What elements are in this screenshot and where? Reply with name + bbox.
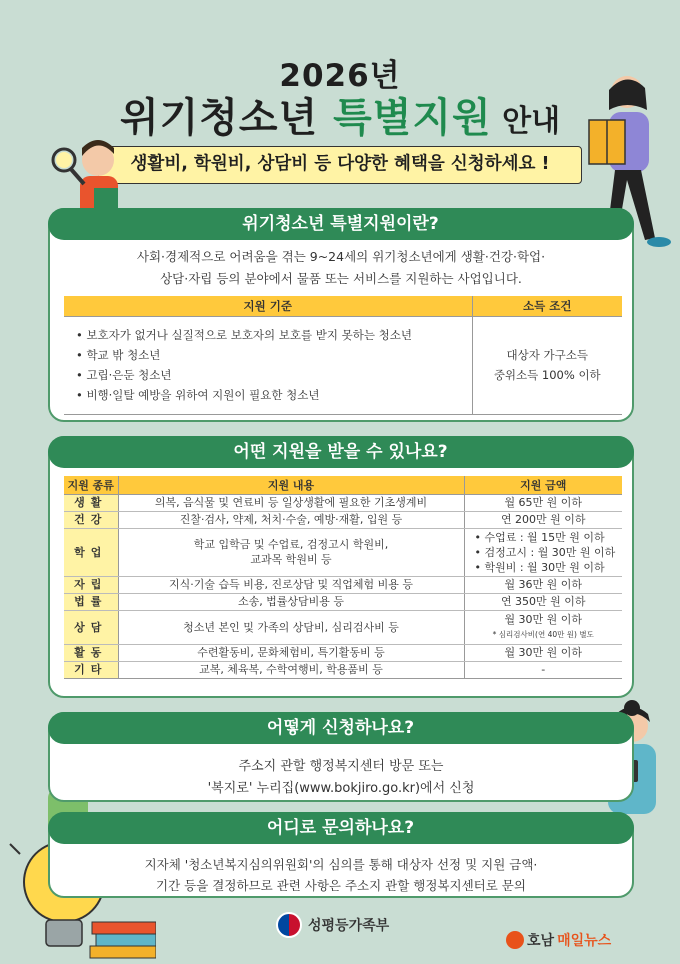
income-condition [472, 316, 622, 414]
amount-item: • 검정고시 : 월 30만 원 이하 [474, 545, 616, 559]
content-cell: 의복, 음식물 및 연료비 등 일상생활에 필요한 기초생계비 [118, 494, 464, 511]
criteria-item: • 비행·일탈 예방을 위하여 지원이 필요한 청소년 [76, 388, 320, 402]
criteria-item: • 학교 밖 청소년 [76, 348, 161, 362]
news-watermark [506, 930, 611, 950]
section-inquiry-heading: 어디로 문의하나요? [48, 812, 634, 844]
news-logo-icon [506, 931, 524, 949]
amount-cell: 월 30만 원 이하 [464, 644, 622, 661]
income-line-2: 중위소득 100% 이하 [493, 368, 601, 382]
amount-header: 지원 금액 [464, 476, 622, 494]
type-cell: 생활 [64, 494, 118, 511]
watermark-part1: 호남 [527, 933, 555, 949]
title-highlight: 특별지원 [333, 95, 492, 141]
table-row [64, 528, 622, 576]
amount-item: • 수업료 : 월 15만 원 이하 [474, 530, 605, 544]
inquiry-line-1: 지자체 '청소년복지심의위원회'의 심의를 통해 대상자 선정 및 지원 금액· [144, 857, 538, 872]
section-about [48, 208, 634, 422]
ministry-logo [276, 912, 389, 938]
table-row [64, 511, 622, 528]
type-cell: 기타 [64, 661, 118, 678]
criteria-list [64, 316, 472, 414]
apply-line-1: 주소지 관할 행정복지센터 방문 또는 [238, 759, 444, 774]
table-row [64, 644, 622, 661]
content-header: 지원 내용 [118, 476, 464, 494]
amount-cell [464, 528, 622, 576]
amount-cell [464, 610, 622, 644]
watermark-part2: 매일뉴스 [557, 933, 612, 949]
table-row [64, 661, 622, 678]
apply-line-2: '복지로' 누리집(www.bokjiro.go.kr)에서 신청 [207, 781, 475, 796]
section-inquiry [48, 812, 634, 898]
taegeuk-icon [276, 912, 302, 938]
intro-line-2: 상담·자립 등의 분야에서 물품 또는 서비스를 지원하는 사업입니다. [160, 271, 522, 286]
title-year: 2026년 [279, 58, 401, 94]
amount-cell: 연 200만 원 이하 [464, 511, 622, 528]
amount-note: * 심리검사비(연 40만 원) 별도 [492, 630, 594, 639]
table-row [64, 576, 622, 593]
type-cell: 활동 [64, 644, 118, 661]
criteria-item: • 고립·은둔 청소년 [76, 368, 172, 382]
section-apply [48, 712, 634, 802]
title-part2: 안내 [491, 104, 561, 139]
income-header: 소득 조건 [472, 296, 622, 316]
type-cell: 건강 [64, 511, 118, 528]
content-line: 학교 입학금 및 수업료, 검정고시 학원비, [193, 538, 389, 551]
apply-text [110, 756, 572, 800]
content-cell: 진찰·검사, 약제, 처치·수술, 예방·재활, 입원 등 [118, 511, 464, 528]
content-cell: 교복, 체육복, 수학여행비, 학용품비 등 [118, 661, 464, 678]
table-row [64, 593, 622, 610]
criteria-header: 지원 기준 [64, 296, 472, 316]
ministry-name: 성평등가족부 [308, 918, 390, 934]
amount-cell: - [464, 661, 622, 678]
table-row [64, 494, 622, 511]
type-cell: 자립 [64, 576, 118, 593]
support-table [64, 476, 622, 679]
inquiry-text [90, 854, 592, 896]
type-cell: 법률 [64, 593, 118, 610]
type-cell: 상담 [64, 610, 118, 644]
content-cell: 청소년 본인 및 가족의 상담비, 심리검사비 등 [118, 610, 464, 644]
section-support-heading: 어떤 지원을 받을 수 있나요? [48, 436, 634, 468]
section-apply-heading: 어떻게 신청하나요? [48, 712, 634, 744]
criteria-item: • 보호자가 없거나 실질적으로 보호자의 보호를 받지 못하는 청소년 [76, 328, 412, 342]
subtitle-banner: 생활비, 학원비, 상담비 등 다양한 혜택을 신청하세요 ! [98, 146, 582, 184]
amount-cell: 연 350만 원 이하 [464, 593, 622, 610]
section-about-intro [70, 246, 612, 290]
amount-item: • 학원비 : 월 30만 원 이하 [474, 560, 605, 574]
amount-value: 월 30만 원 이하 [504, 613, 583, 626]
inquiry-line-2: 기간 등을 결정하므로 관련 사항은 주소지 관할 행정복지센터로 문의 [156, 878, 526, 893]
amount-cell: 월 36만 원 이하 [464, 576, 622, 593]
content-cell: 소송, 법률상담비용 등 [118, 593, 464, 610]
content-cell: 지식·기술 습득 비용, 진로상담 및 직업체험 비용 등 [118, 576, 464, 593]
income-line-1: 대상자 가구소득 [506, 348, 588, 362]
intro-line-1: 사회·경제적으로 어려움을 겪는 9~24세의 위기청소년에게 생활·건강·학업· [136, 249, 546, 264]
type-cell: 학업 [64, 528, 118, 576]
amount-cell: 월 65만 원 이하 [464, 494, 622, 511]
type-header: 지원 종류 [64, 476, 118, 494]
section-about-heading: 위기청소년 특별지원이란? [48, 208, 634, 240]
content-cell [118, 528, 464, 576]
criteria-table [64, 296, 622, 415]
title-part1: 위기청소년 [119, 95, 334, 141]
content-cell: 수련활동비, 문화체험비, 특기활동비 등 [118, 644, 464, 661]
content-line: 교과목 학원비 등 [250, 553, 332, 566]
table-row [64, 610, 622, 644]
section-support [48, 436, 634, 698]
